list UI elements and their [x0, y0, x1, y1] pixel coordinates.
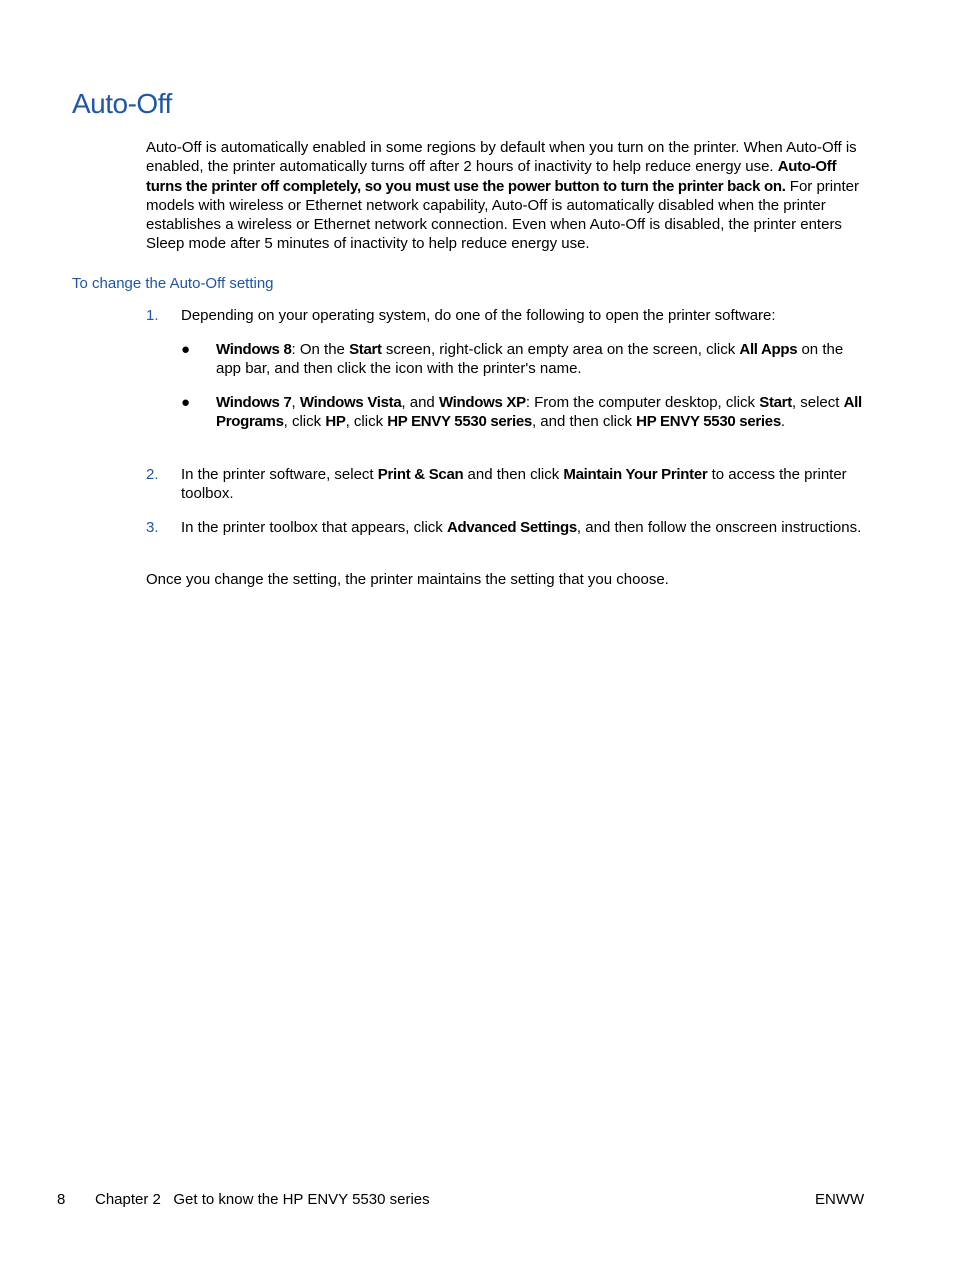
section-subheading: To change the Auto-Off setting: [72, 275, 274, 292]
step-number: 1.: [146, 307, 159, 324]
page-number: 8: [57, 1191, 66, 1208]
bullet-icon: ●: [181, 394, 191, 411]
footer-code: ENWW: [815, 1191, 865, 1208]
step-number: 3.: [146, 519, 159, 536]
step-number: 2.: [146, 466, 159, 483]
step-text: In the printer software, select Print & Scan and then click Maintain Your Printer to access the printer toolbox.: [181, 466, 847, 503]
footer-chapter: Chapter 2 Get to know the HP ENVY 5530 series: [95, 1191, 430, 1208]
step-1: [146, 306, 868, 325]
closing-paragraph: Once you change the setting, the printer maintains the setting that you choose.: [146, 571, 669, 588]
list-item-text: Windows 7, Windows Vista, and Windows XP: From the computer desktop, click Start, select All Programs, click HP, click HP ENVY 5530 series, and then click HP ENVY 5530 series.: [216, 394, 862, 431]
list-item-text: Windows 8: On the Start screen, right-click an empty area on the screen, click All Apps on the app bar, and then click the icon with the printer's name.: [216, 341, 844, 378]
intro-paragraph: Auto-Off is automatically enabled in some regions by default when you turn on the printer. When Auto-Off is enabled, the printer automatically turns off after 2 hours of inactivity to help reduce energy use. Auto-Off turns the printer off completely, so you must use the power button to turn the printer back on. For printer models with wireless or Ethernet network capability, Auto-Off is automatically disabled when the printer establishes a wireless or Ethernet network connection. Even when Auto-Off is disabled, the printer enters Sleep mode after 5 minutes of inactivity to help reduce energy use.: [146, 139, 859, 253]
list-item-windows-8: [181, 340, 868, 379]
step-3: [146, 518, 868, 537]
page-title: Auto-Off: [72, 88, 172, 119]
intro-bold-warning: Auto-Off turns the printer off completely, so you must use the power button to turn the printer back on.: [146, 158, 837, 195]
list-item-windows-7-vista-xp: [181, 393, 868, 432]
bullet-icon: ●: [181, 341, 191, 358]
step-2: [146, 465, 868, 504]
step-text: Depending on your operating system, do one of the following to open the printer software:: [181, 307, 776, 324]
step-text: In the printer toolbox that appears, click Advanced Settings, and then follow the onscreen instructions.: [181, 519, 862, 536]
